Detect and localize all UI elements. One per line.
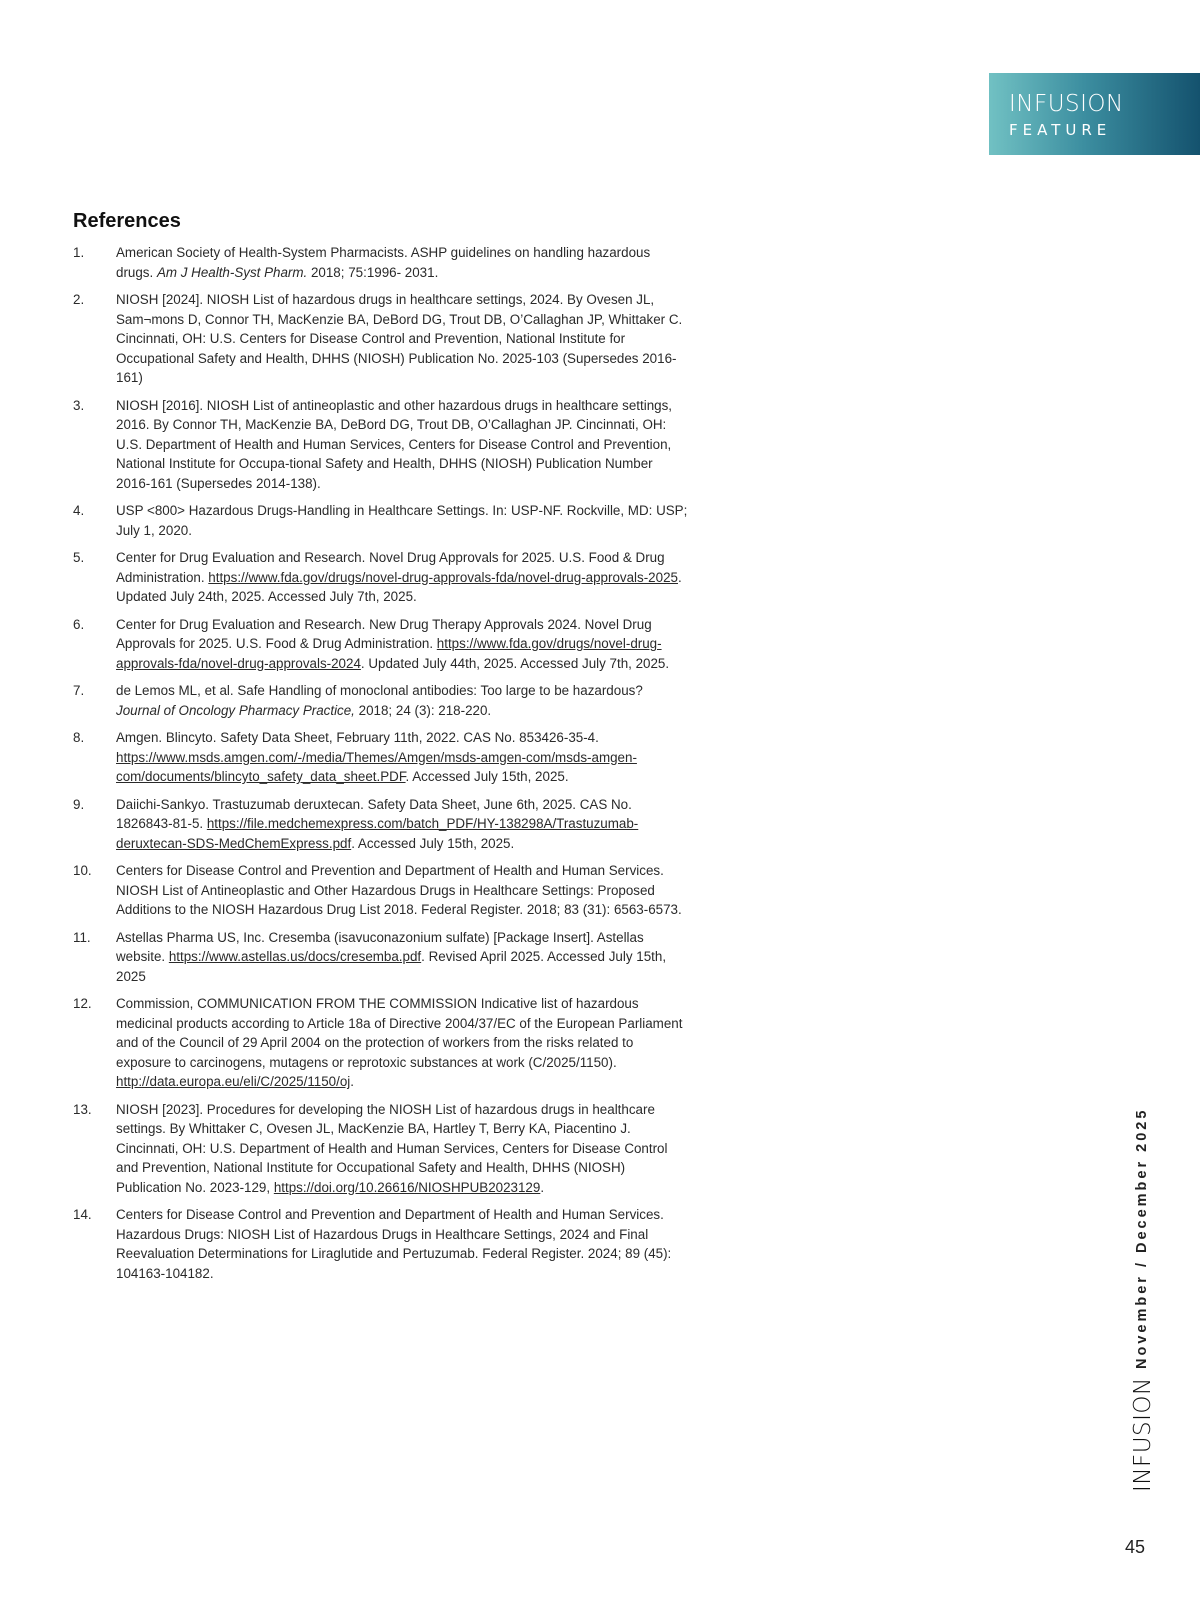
journal-title: Am J Health-Syst Pharm. (156, 264, 308, 280)
reference-segment: de Lemos ML, et al. Safe Handling of monoclonal antibodies: Too large to be hazardous? (116, 683, 643, 698)
reference-number: 6. (73, 616, 85, 632)
reference-item (73, 396, 688, 494)
reference-item (73, 681, 688, 720)
reference-segment: Center for Drug Evaluation and Research. New Drug Therapy Approvals 2024. Novel Drug Approvals for 2025. U.S. Food & Drug Administration. (116, 616, 652, 651)
reference-link[interactable]: https://www.msds.amgen.com/-/media/Themes/Amgen/msds-amgen-com/msds-amgen-com/documents/blincyto_safety_data_sheet.PDF (116, 749, 637, 784)
reference-link[interactable]: https://www.astellas.us/docs/cresemba.pdf (168, 949, 422, 964)
reference-segment: . Updated July 24th, 2025. Accessed July 7th, 2025. (116, 569, 682, 604)
reference-item (73, 1100, 688, 1198)
reference-segment: . (350, 1074, 354, 1089)
feature-banner (989, 73, 1200, 155)
reference-item (73, 928, 688, 987)
reference-number: 4. (73, 503, 85, 518)
reference-number: 10. (73, 863, 92, 878)
reference-link[interactable]: http://data.europa.eu/eli/C/2025/1150/oj (116, 1074, 351, 1089)
reference-item (73, 728, 688, 787)
reference-segment: Astellas Pharma US, Inc. Cresemba (isavuconazonium sulfate) [Package Insert]. Astellas website. (116, 929, 644, 964)
reference-link[interactable]: https://file.medchemexpress.com/batch_PDF/HY-138298A/Trastuzumab-deruxtecan-SDS-MedChemExpress.pdf (116, 816, 639, 851)
reference-segment: USP <800> Hazardous Drugs-Handling in Healthcare Settings. In: USP-NF. Rockville, MD: USP; July 1, 2020. (116, 503, 688, 538)
reference-segment: Centers for Disease Control and Prevention and Department of Health and Human Services. NIOSH List of Antineoplastic and Other Hazardous Drugs in Healthcare Settings: Proposed Additions to the NIOSH Hazardous Drug List 2018. Federal Register. 2018; 83 (31): 6563-6573. (116, 863, 682, 917)
reference-number: 7. (73, 683, 85, 698)
reference-item (73, 1205, 688, 1283)
reference-text (116, 243, 688, 282)
reference-link[interactable]: https://doi.org/10.26616/NIOSHPUB2023129 (273, 1179, 541, 1195)
reference-segment: Commission, COMMUNICATION FROM THE COMMISSION Indicative list of hazardous medicinal products according to Article 18a of Directive 2004/37/EC of the European Parliament and of the Council of 29 April 2004 on the protection of workers from the risks related to exposure to carcinogens, mutagens or reprotoxic substances at work (C/2025/1150). (116, 996, 683, 1070)
reference-text (116, 615, 688, 674)
reference-segment: Amgen. Blincyto. Safety Data Sheet, February 11th, 2022. CAS No. 853426-35-4. (116, 730, 599, 745)
issue-date: November / December 2025 (1134, 1107, 1150, 1369)
reference-link[interactable]: https://www.fda.gov/drugs/novel-drug-approvals-fda/novel-drug-approvals-2025 (208, 569, 678, 585)
reference-number: 9. (73, 796, 85, 812)
reference-segment: . Accessed July 15th, 2025. (351, 835, 515, 851)
reference-segment: 2018; 24 (3): 218-220. (354, 702, 492, 718)
reference-item (73, 501, 688, 540)
reference-text (116, 994, 688, 1092)
references-heading: References (73, 210, 181, 232)
reference-segment: Center for Drug Evaluation and Research. Novel Drug Approvals for 2025. U.S. Food & Drug Administration. (116, 550, 665, 585)
reference-segment: Daiichi-Sankyo. Trastuzumab deruxtecan. Safety Data Sheet, June 6th, 2025. CAS No. 1826843-81-5. (116, 796, 632, 831)
reference-number: 2. (73, 292, 85, 307)
reference-item (73, 994, 688, 1092)
journal-title: Journal of Oncology Pharmacy Practice, (116, 702, 355, 718)
reference-text (116, 548, 688, 607)
reference-segment: NIOSH [2016]. NIOSH List of antineoplastic and other hazardous drugs in healthcare settings, 2016. By Connor TH, MacKenzie BA, DeBord DG, Trout DB, O’Callaghan JP. Cincinnati, OH: U.S. Department of Health and Human Services, Centers for Disease Control and Prevention, National Institute for Occupa-tional Safety and Health, DHHS (NIOSH) Publication Number 2016-161 (Supersedes 2014-138). (116, 397, 673, 491)
reference-segment: 2018; 75:1996- 2031. (307, 264, 439, 280)
reference-text (116, 501, 688, 540)
reference-text (116, 795, 688, 854)
reference-number: 13. (73, 1101, 92, 1117)
reference-number: 14. (73, 1207, 92, 1222)
reference-segment: Centers for Disease Control and Prevention and Department of Health and Human Services. Hazardous Drugs: NIOSH List of Hazardous Drugs in Healthcare Settings, 2024 and Final Reevaluation Determinations for Liraglutide and Pertuzumab. Federal Register. 2024; 89 (45): 104163-104182. (116, 1207, 672, 1281)
reference-text (116, 861, 688, 920)
reference-text (116, 1205, 688, 1283)
reference-segment: . Updated July 44th, 2025. Accessed July 7th, 2025. (360, 655, 670, 671)
reference-text (116, 728, 688, 787)
reference-text (116, 290, 688, 388)
reference-segment: NIOSH [2024]. NIOSH List of hazardous drugs in healthcare settings, 2024. By Ovesen JL, Sam¬mons D, Connor TH, MacKenzie BA, DeBord DG, Trout DB, O’Callaghan JP, Whittaker C. Cincinnati, OH: U.S. Centers for Disease Control and Prevention, National Institute for Occupational Safety and Health, DHHS (NIOSH) Publication No. 2025-103 (Supersedes 2016-161) (116, 292, 683, 385)
sidebar-logo: INFUSION (1130, 1377, 1156, 1492)
reference-number: 1. (73, 245, 85, 260)
infusion-logo: INFUSION (1009, 91, 1124, 117)
reference-number: 3. (73, 397, 85, 413)
reference-text (116, 1100, 688, 1198)
reference-item (73, 615, 688, 674)
reference-text (116, 396, 688, 494)
reference-number: 12. (73, 996, 92, 1011)
reference-segment: American Society of Health-System Pharmacists. ASHP guidelines on handling hazardous drugs. (116, 245, 651, 280)
reference-segment: . (540, 1179, 545, 1195)
reference-link[interactable]: https://www.fda.gov/drugs/novel-drug-approvals-fda/novel-drug-approvals-2024 (116, 636, 662, 671)
reference-text (116, 681, 688, 720)
reference-list (73, 243, 688, 1291)
section-label: FEATURE (1009, 121, 1112, 139)
reference-item (73, 548, 688, 607)
reference-item (73, 795, 688, 854)
page-number: 45 (1125, 1537, 1146, 1557)
reference-segment: . Accessed July 15th, 2025. (405, 769, 569, 784)
reference-item (73, 290, 688, 388)
reference-number: 11. (73, 929, 91, 945)
reference-segment: NIOSH [2023]. Procedures for developing the NIOSH List of hazardous drugs in healthcare settings. By Whittaker C, Ovesen JL, MacKenzie BA, Hartley T, Berry KA, Piacentino J. Cincinnati, OH: U.S. Department of Health and Human Services, Centers for Disease Control and Prevention, National Institute for Occupational Safety and Health, DHHS (NIOSH) Publication No. 2023-129, (116, 1101, 668, 1195)
reference-segment: . Revised April 2025. Accessed July 15th, 2025 (116, 949, 667, 984)
reference-item (73, 243, 688, 282)
reference-text (116, 928, 688, 987)
reference-number: 8. (73, 730, 85, 745)
reference-item (73, 861, 688, 920)
reference-number: 5. (73, 550, 85, 565)
